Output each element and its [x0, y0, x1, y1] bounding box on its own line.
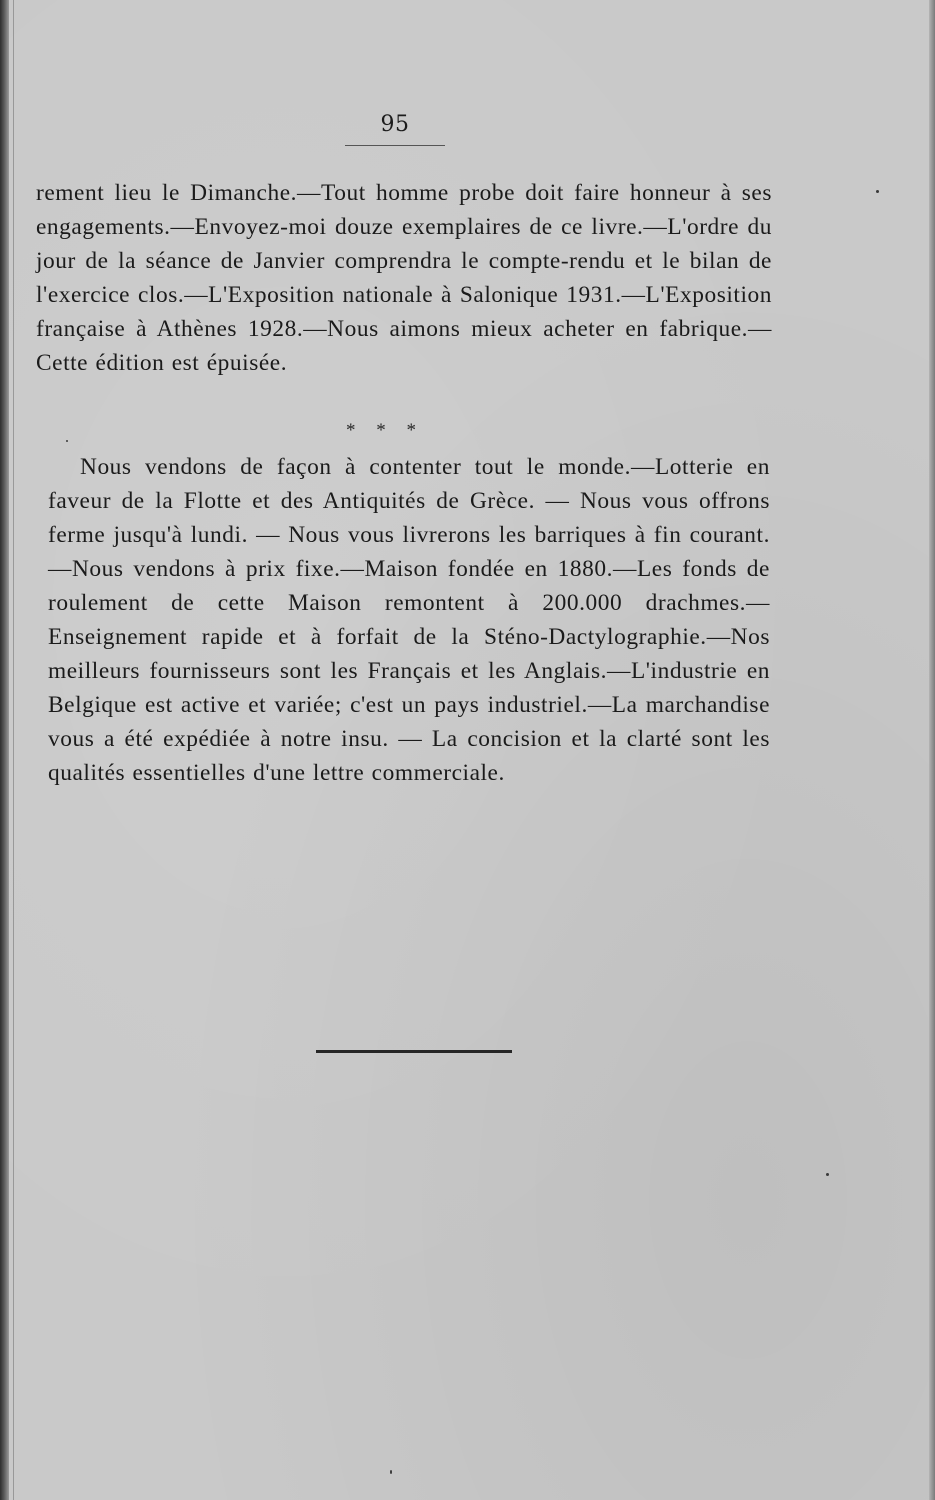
page-fold-line	[13, 0, 14, 1500]
page-number: 95	[380, 112, 410, 137]
paragraph-continuation	[36, 176, 772, 380]
page-number-rule	[345, 145, 445, 146]
paper-speck	[876, 190, 879, 193]
paper-speck	[390, 1470, 392, 1474]
paper-speck	[826, 1173, 829, 1176]
paper-speck	[66, 440, 68, 442]
paragraph-one-text: rement lieu le Dimanche.—Tout homme probe doit faire honneur à ses engagements.—Envoyez-moi douze exemplaires de ce livre.—L'ordre du jour de la séance de Janvier comprendra le compte-rendu et le bilan de l'exercice clos.—L'Exposition nationale à Salonique 1931.—L'Exposition française à Athènes 1928.—Nous aimons mieux acheter en fabrique.—Cette édition est épuisée.	[36, 180, 772, 376]
paragraph-two-text: Nous vendons de façon à contenter tout le monde.—Lotterie en faveur de la Flotte et des Antiquités de Grèce. — Nous vous offrons ferme jusqu'à lundi. — Nous vous livrerons les barriques à fin courant.—Nous vendons à prix fixe.—Maison fondée en 1880.—Les fonds de roulement de cette Maison remontent à 200.000 drachmes.—Enseignement rapide et à forfait de la Sténo-Dactylographie.—Nos meilleurs fournisseurs sont les Français et les Anglais.—L'industrie en Belgique est active et variée; c'est un pays industriel.—La marchandise vous a été expédiée à notre insu. — La concision et la clarté sont les qualités essentielles d'une lettre commerciale.	[48, 454, 770, 786]
closing-rule	[316, 1050, 512, 1053]
page-binding-edge	[0, 0, 9, 1500]
page-right-edge	[929, 0, 935, 1500]
section-separator: * * *	[346, 420, 424, 441]
paragraph-examples	[48, 450, 770, 790]
